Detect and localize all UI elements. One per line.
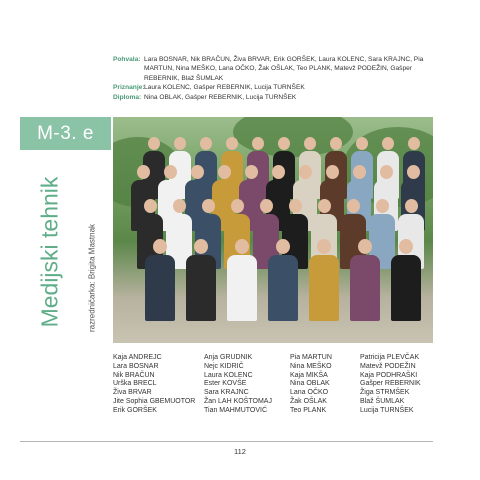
student-name-list [113, 354, 443, 416]
student-name: Kaja MIKŠA [290, 371, 328, 379]
student-figure [186, 239, 216, 321]
student-name: Žak OŠLAK [290, 397, 327, 405]
student-name: Živa BRVAR [113, 389, 152, 397]
student-name: Patricija PLEVČAK [360, 354, 420, 361]
student-figure [268, 239, 298, 321]
student-figure [391, 239, 421, 321]
award-label: Pohvala: [113, 56, 141, 63]
awards-block [113, 55, 433, 102]
student-name: Matevž PODEŽIN [360, 362, 416, 370]
footer-divider [20, 441, 433, 442]
student-name: Kaja PODHRAŠKI [360, 371, 418, 379]
class-code-badge: M-3. e [20, 117, 111, 150]
name-column [290, 354, 360, 416]
award-label: Priznanje: [113, 84, 145, 92]
class-group-photo [113, 117, 433, 343]
student-name: Ester KOVŠE [204, 380, 247, 388]
student-name: Erik GORŠEK [113, 406, 157, 414]
award-names: Laura KOLENC, Gašper REBERNIK, Lucija TURNŠEK [144, 84, 305, 92]
student-name: Blaž ŠUMLAK [360, 397, 405, 405]
award-row-pohvala [113, 55, 433, 83]
student-figure [145, 239, 175, 321]
student-name: Kaja ANDREJC [113, 354, 162, 361]
student-name: Nina MEŠKO [290, 362, 332, 370]
award-names: Nina OBLAK, Gašper REBERNIK, Lucija TURNŠEK [144, 93, 297, 101]
student-name: Pia MARTUN [290, 354, 332, 361]
student-name: Lucija TURNŠEK [360, 406, 414, 414]
student-name: Jite Sophia GBEMUOTOR [113, 397, 196, 405]
award-label: Diploma: [113, 93, 142, 101]
student-name: Urška BRECL [113, 380, 157, 388]
name-column [113, 354, 204, 416]
student-name: Sara KRAJNC [204, 389, 249, 397]
student-figure [309, 239, 339, 321]
student-name: Teo PLANK [290, 406, 327, 414]
student-name: Nejc KIDRIČ [204, 362, 244, 370]
student-name: Žan LAH KOŠTOMAJ [204, 397, 272, 405]
award-row-diploma [113, 93, 433, 102]
student-figure [227, 239, 257, 321]
student-name: Žiga STRMŠEK [360, 389, 410, 397]
student-name: Lana OČKO [290, 389, 329, 397]
class-teacher: razredničarka: Brigita Mastnak [87, 223, 97, 333]
student-name: Nina OBLAK [290, 380, 330, 388]
student-name: Tian MAHMUTOVIĆ [204, 406, 268, 414]
page-number: 112 [234, 447, 246, 456]
name-column [204, 354, 290, 416]
student-figure [350, 239, 380, 321]
student-name: Gašper REBERNIK [360, 380, 421, 388]
award-names: Lara BOSNAR, Nik BRAČUN, Živa BRVAR, Erik GORŠEK, Laura KOLENC, Sara KRAJNC, Pia MARTUN, Nina MEŠKO, Lana OČKO, Žak OŠLAK, Teo PLANK, Matevž PODEŽIN, Gašper REBERNIK, Blaž ŠUMLAK [144, 56, 424, 82]
student-name: Lara BOSNAR [113, 362, 159, 370]
class-name-title: Medijski tehnik [36, 176, 63, 328]
student-name: Laura KOLENC [204, 371, 253, 379]
student-name: Anja GRUDNIK [204, 354, 253, 361]
award-row-priznanje [113, 83, 433, 92]
student-name: Nik BRAČUN [113, 371, 155, 379]
name-column [360, 354, 440, 416]
